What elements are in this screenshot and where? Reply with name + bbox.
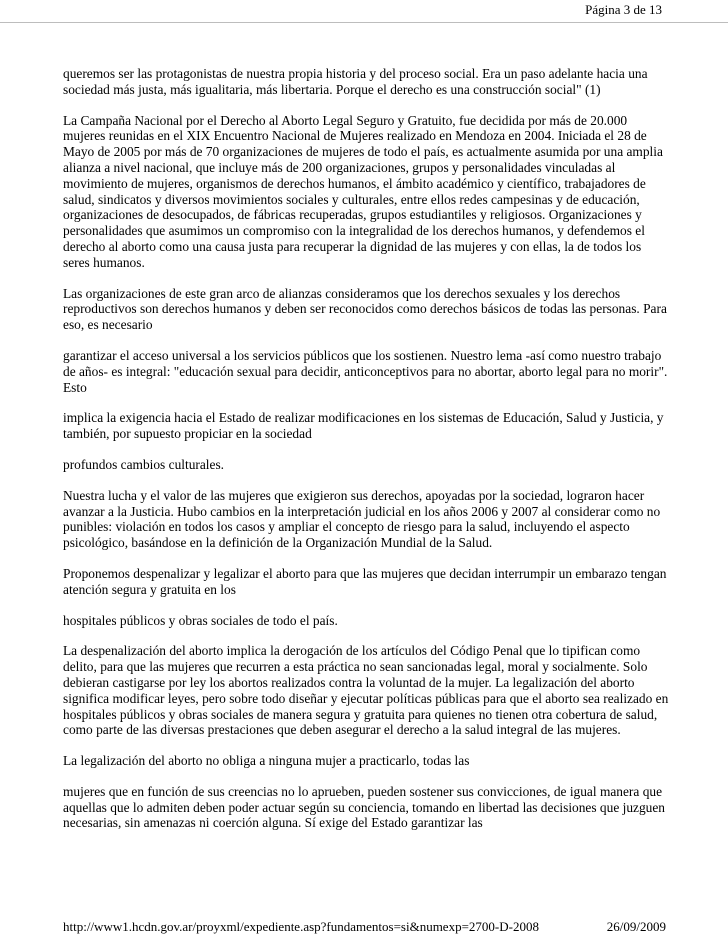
paragraph-1: queremos ser las protagonistas de nuestra propia historia y del proceso social. Era un paso adelante hacia una sociedad más justa, más igualitaria, más libertaria. Porque el derecho es una construcción social" (1) (63, 66, 648, 97)
paragraph-5: implica la exigencia hacia el Estado de realizar modificaciones en los sistemas de Educación, Salud y Justicia, y también, por supuesto propiciar en la sociedad (63, 410, 664, 442)
paragraph-9: hospitales públicos y obras sociales de todo el país. (63, 612, 338, 628)
paragraph-11: La legalización del aborto no obliga a ninguna mujer a practicarlo, todas las (63, 753, 470, 769)
paragraph-4: garantizar el acceso universal a los servicios públicos que los sostienen. Nuestro lema -así como nuestro trabajo de años- es integral: "educación sexual para decidir, anticonceptivos para no abortar, aborto legal para no morir". Esto (63, 347, 668, 395)
paragraph-8: Proponemos despenalizar y legalizar el aborto para que las mujeres que decidan interrumpir un embarazo tengan atención segura y gratuita en los (63, 565, 667, 597)
footer-url: http://www1.hcdn.gov.ar/proyxml/expediente.asp?fundamentos=si&numexp=2700-D-2008 (63, 919, 539, 934)
page-header (0, 0, 728, 23)
paragraph-6: profundos cambios culturales. (63, 456, 225, 472)
paragraph-10: La despenalización del aborto implica la derogación de los artículos del Código Penal que lo tipifican como delito, para que las mujeres que recurren a esta práctica no sean sancionadas legal, moral y socialmente. Solo debieran castigarse por ley los abortos realizados contra la voluntad de la mujer. La legalización del aborto significa modificar leyes, pero sobre todo diseñar y ejecutar políticas públicas para que el aborto sea realizado en hospitales públicos y obras sociales de manera segura y gratuita para quienes no tienen otra cobertura de salud, como parte de las diversas prestaciones que deben asegurar el derecho a la salud integral de las mujeres. (63, 643, 669, 738)
footer-date: 26/09/2009 (606, 919, 666, 934)
paragraph-7: Nuestra lucha y el valor de las mujeres que exigieron sus derechos, apoyadas por la sociedad, lograron hacer avanzar a la Justicia. Hubo cambios en la interpretación judicial en los años 2006 y 2007 al considerar como no punibles: violación en todos los casos y ampliar el concepto de riesgo para la salud, incluyendo el aspecto psicológico, basándose en la definición de la Organización Mundial de la Salud. (63, 487, 661, 551)
paragraph-3: Las organizaciones de este gran arco de alianzas consideramos que los derechos sexuales y los derechos reproductivos son derechos humanos y deben ser reconocidos como derechos básicos de todas las personas. Para eso, es necesario (63, 285, 667, 333)
paragraph-12: mujeres que en función de sus creencias no lo aprueben, pueden sostener sus convicciones, de igual manera que aquellas que lo admiten deben poder actuar según su conciencia, tomando en libertad las decisiones que juzguen necesarias, sin amenazas ni coerción alguna. Sí exige del Estado garantizar las (63, 783, 665, 831)
page-number: Página 3 de 13 (585, 2, 662, 17)
document-body (63, 66, 669, 846)
page-footer (63, 919, 666, 935)
paragraph-2: La Campaña Nacional por el Derecho al Aborto Legal Seguro y Gratuito, fue decidida por más de 20.000 mujeres reunidas en el XIX Encuentro Nacional de Mujeres realizado en Mendoza en 2004. Iniciada el 28 de Mayo de 2005 por más de 70 organizaciones de mujeres de todo el país, es actualmente asumida por una amplia alianza a nivel nacional, que incluye más de 200 organizaciones, grupos y personalidades vinculadas al movimiento de mujeres, organismos de derechos humanos, el ámbito académico y científico, trabajadores de salud, sindicatos y diversos movimientos sociales y culturales, entre ellos redes campesinas y de educación, organizaciones de desocupados, de fábricas recuperadas, grupos estudiantiles y religiosos. Organizaciones y personalidades que asumimos un compromiso con la integralidad de los derechos humanos, y defendemos el derecho al aborto como una causa justa para recuperar la dignidad de las mujeres y con ellas, la de todos los seres humanos. (63, 112, 663, 270)
